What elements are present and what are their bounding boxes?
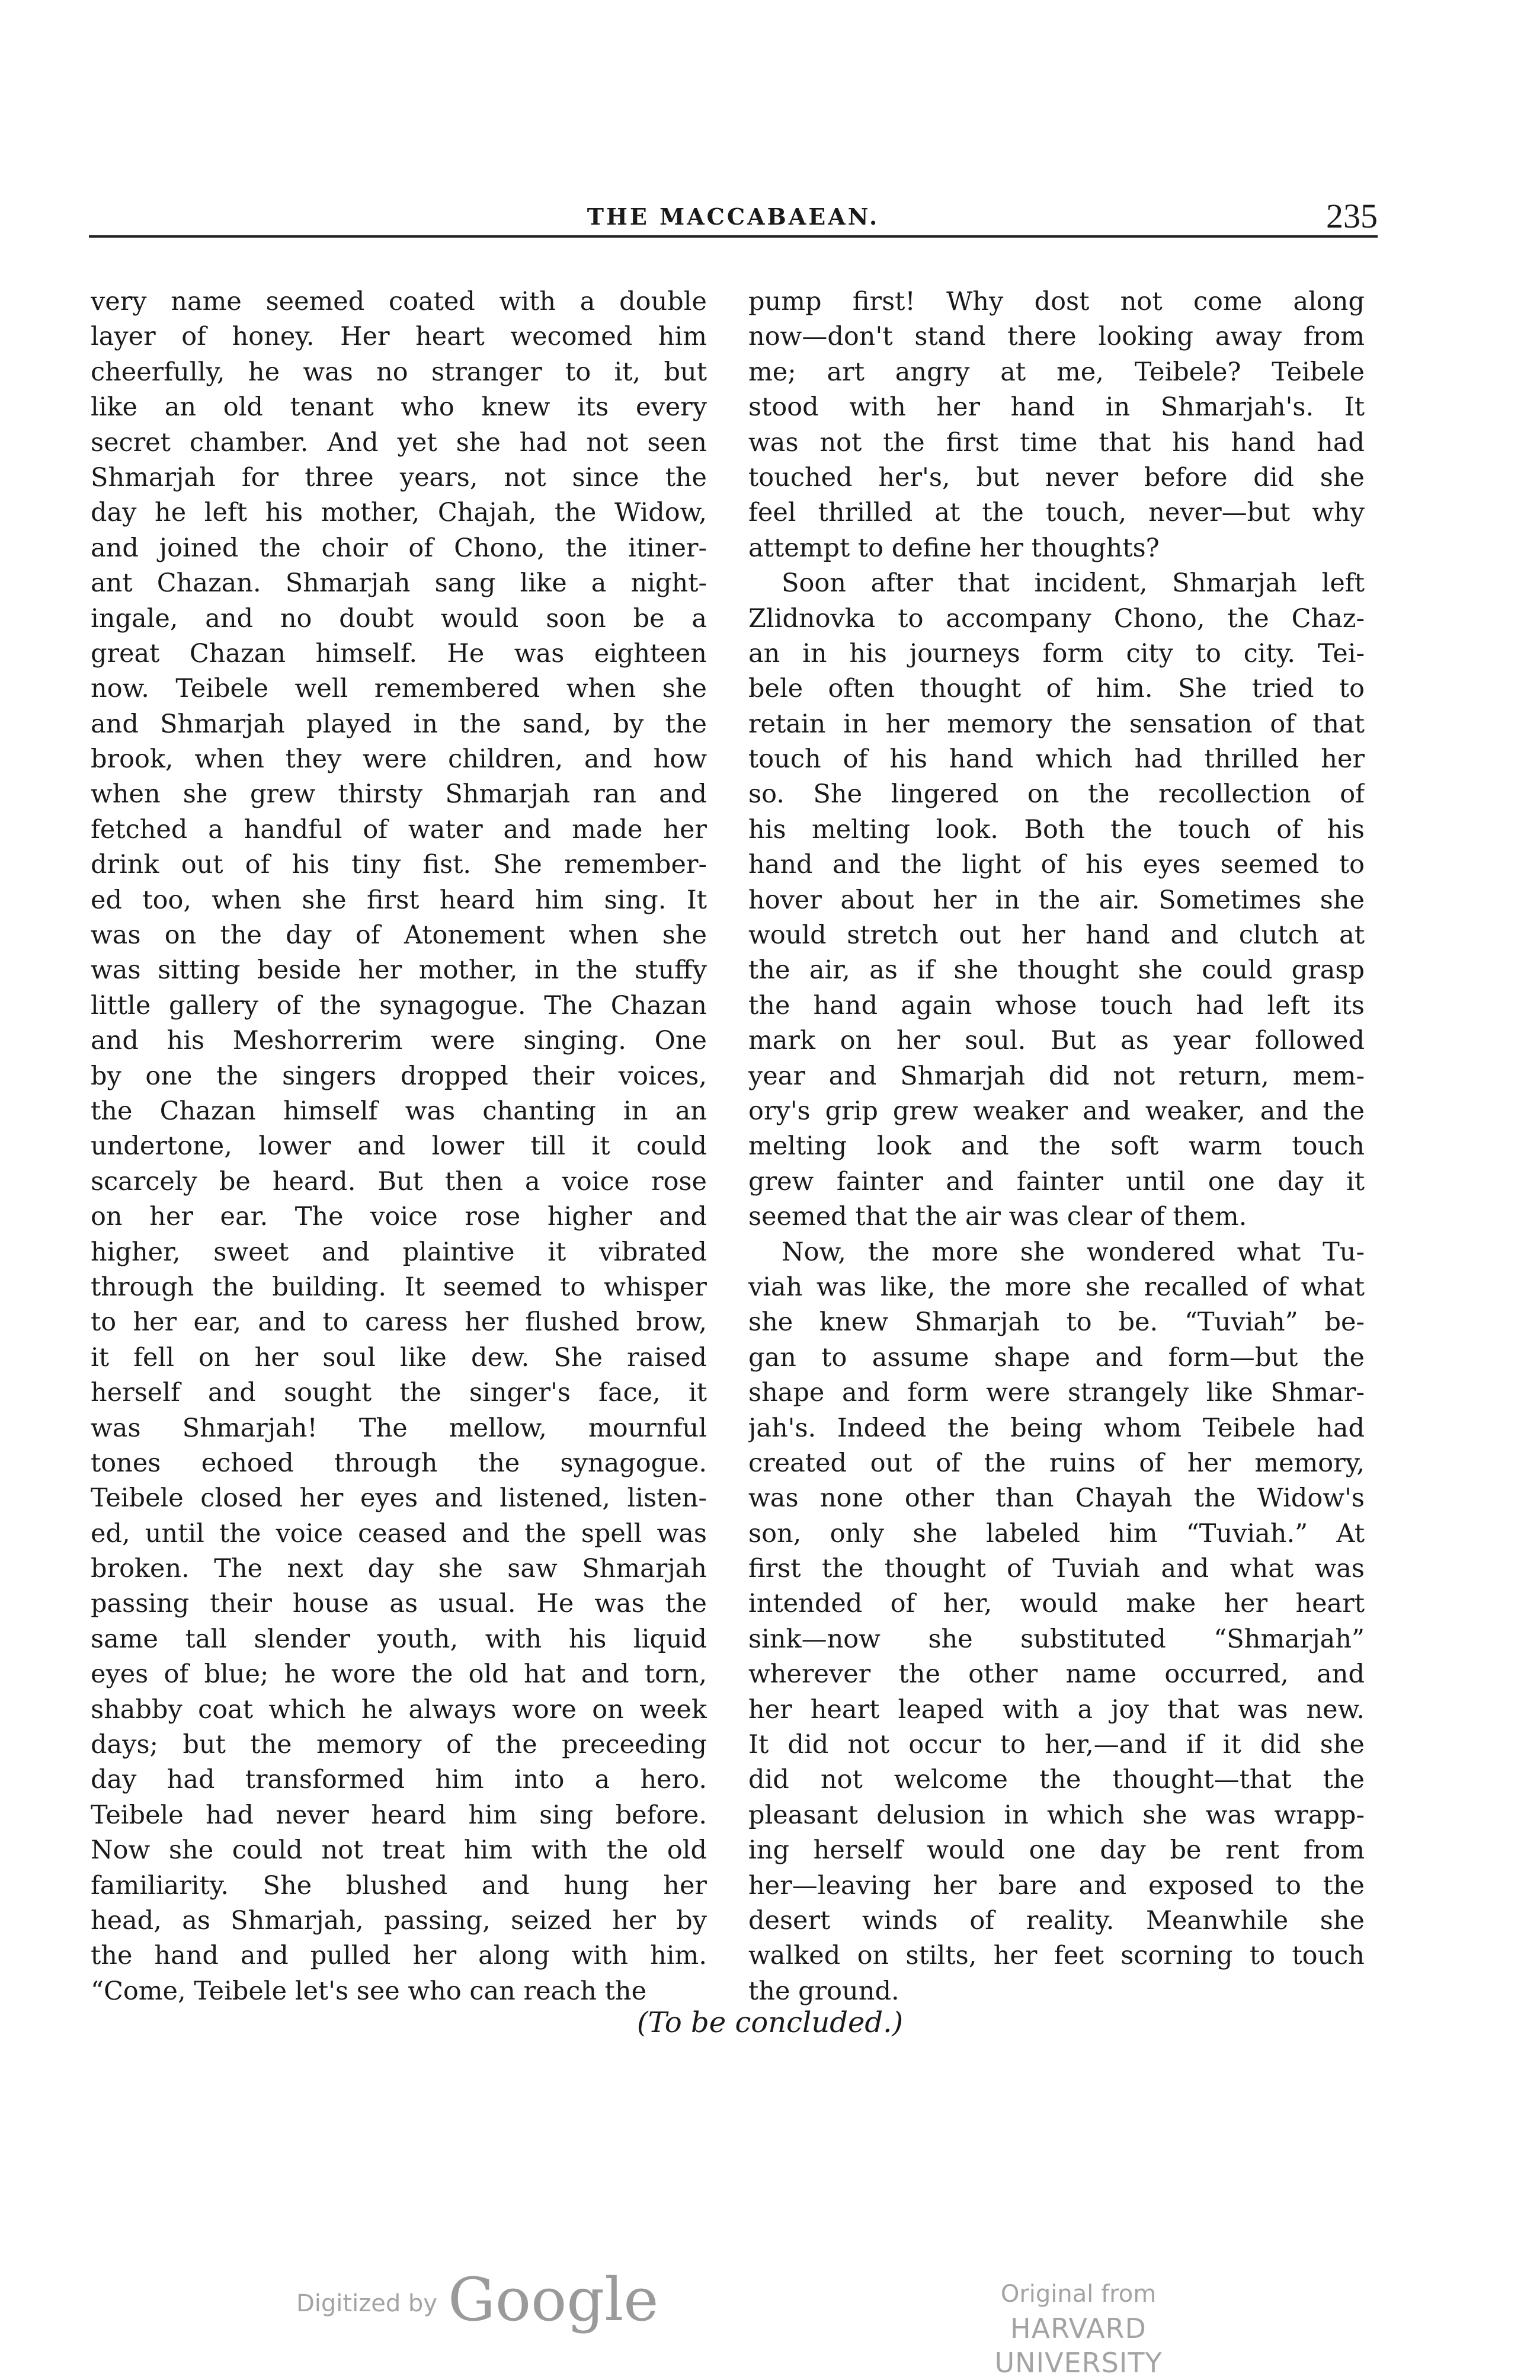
text-line: grew fainter and fainter until one day it xyxy=(748,1166,1365,1197)
continuation-note: (To be concluded.) xyxy=(636,2006,904,2039)
text-line: created out of the ruins of her memory, xyxy=(748,1448,1365,1478)
text-line: Teibele closed her eyes and listened, listen- xyxy=(91,1483,707,1514)
text-line: her heart leaped with a joy that was new. xyxy=(748,1694,1365,1725)
text-line: and Shmarjah played in the sand, by the xyxy=(91,709,707,739)
text-line: now. Teibele well remembered when she xyxy=(91,674,707,704)
text-line: by one the singers dropped their voices, xyxy=(91,1061,707,1091)
text-line: days; but the memory of the preceeding xyxy=(91,1730,707,1760)
text-line: wherever the other name occurred, and xyxy=(748,1659,1365,1690)
text-line: and joined the choir of Chono, the itiner- xyxy=(91,533,707,563)
text-line: when she grew thirsty Shmarjah ran and xyxy=(91,779,707,810)
text-line: hover about her in the air. Sometimes she xyxy=(748,885,1365,915)
text-line: passing their house as usual. He was the xyxy=(91,1589,707,1619)
text-line: pleasant delusion in which she was wrapp- xyxy=(748,1800,1365,1830)
text-line: gan to assume shape and form—but the xyxy=(748,1342,1365,1373)
text-line: attempt to define her thoughts? xyxy=(748,533,1160,563)
text-line: and his Meshorrerim were singing. One xyxy=(91,1026,707,1056)
text-line: year and Shmarjah did not return, mem- xyxy=(748,1061,1365,1091)
text-line: ory's grip grew weaker and weaker, and the xyxy=(748,1096,1365,1126)
text-line: hand and the light of his eyes seemed to xyxy=(748,850,1365,880)
text-line: first the thought of Tuviah and what was xyxy=(748,1554,1365,1584)
text-line: drink out of his tiny fist. She remember- xyxy=(91,850,707,880)
text-line: intended of her, would make her heart xyxy=(748,1589,1365,1619)
text-line: retain in her memory the sensation of that xyxy=(748,709,1365,739)
text-line: day had transformed him into a hero. xyxy=(91,1765,707,1795)
text-line: familiarity. She blushed and hung her xyxy=(91,1870,707,1901)
text-line: pump first! Why dost not come along xyxy=(748,287,1365,316)
running-title: THE MACCABAEAN. xyxy=(587,203,880,230)
text-line: touched her's, but never before did she xyxy=(748,462,1365,492)
text-line: like an old tenant who knew its every xyxy=(91,392,707,423)
text-line: she knew Shmarjah to be. “Tuviah” be- xyxy=(748,1307,1365,1338)
text-line: very name seemed coated with a double xyxy=(91,287,707,316)
header-rule xyxy=(89,235,1378,238)
text-line: to her ear, and to caress her flushed brow, xyxy=(91,1307,707,1338)
text-line: shabby coat which he always wore on week xyxy=(91,1694,707,1725)
text-line: son, only she labeled him “Tuviah.” At xyxy=(748,1518,1365,1549)
text-line: did not welcome the thought—that the xyxy=(748,1765,1365,1795)
running-head xyxy=(89,199,1378,234)
text-line: the hand and pulled her along with him. xyxy=(91,1941,707,1971)
text-line: the Chazan himself was chanting in an xyxy=(91,1096,707,1126)
text-line: ed too, when she first heard him sing. It xyxy=(91,885,707,915)
text-line: Now she could not treat him with the old xyxy=(91,1835,707,1866)
text-line: so. She lingered on the recollection of xyxy=(748,779,1365,810)
text-line: her—leaving her bare and exposed to the xyxy=(748,1870,1365,1901)
text-line: was sitting beside her mother, in the stuffy xyxy=(91,955,707,986)
text-line: feel thrilled at the touch, never—but why xyxy=(748,498,1365,528)
text-line: ant Chazan. Shmarjah sang like a night- xyxy=(91,568,707,599)
original-source-watermark xyxy=(924,2277,1232,2380)
text-column-left xyxy=(91,284,707,2009)
text-line: through the building. It seemed to whisper xyxy=(91,1272,707,1302)
text-line: broken. The next day she saw Shmarjah xyxy=(91,1554,707,1584)
text-line: brook, when they were children, and how xyxy=(91,744,707,775)
text-line: me; art angry at me, Teibele? Teibele xyxy=(748,357,1365,387)
text-line: same tall slender youth, with his liquid xyxy=(91,1624,707,1654)
text-line: seemed that the air was clear of them. xyxy=(748,1202,1247,1232)
text-line: sink—now she substituted “Shmarjah” xyxy=(748,1624,1365,1654)
digitized-by-label: Digitized by xyxy=(296,2290,437,2317)
text-line: It did not occur to her,—and if it did she xyxy=(748,1730,1365,1760)
text-column-right xyxy=(748,284,1365,2009)
text-line: Soon after that incident, Shmarjah left xyxy=(782,568,1365,599)
text-line: cheerfully, he was no stranger to it, but xyxy=(91,357,707,387)
text-line: layer of honey. Her heart wecomed him xyxy=(91,322,707,352)
text-line: was on the day of Atonement when she xyxy=(91,920,707,951)
text-line: touch of his hand which had thrilled her xyxy=(748,744,1365,775)
text-line: melting look and the soft warm touch xyxy=(748,1131,1365,1162)
text-line: great Chazan himself. He was eighteen xyxy=(91,638,707,668)
text-line: Shmarjah for three years, not since the xyxy=(91,462,707,492)
text-line: the hand again whose touch had left its xyxy=(748,990,1365,1021)
text-line: ingale, and no doubt would soon be a xyxy=(91,603,707,634)
text-line: scarcely be heard. But then a voice rose xyxy=(91,1166,707,1197)
page-number: 235 xyxy=(1326,197,1378,235)
text-line: shape and form were strangely like Shmar- xyxy=(748,1378,1365,1408)
text-line: bele often thought of him. She tried to xyxy=(748,674,1365,704)
text-line: desert winds of reality. Meanwhile she xyxy=(748,1905,1365,1936)
text-line: Now, the more she wondered what Tu- xyxy=(782,1237,1365,1267)
text-line: would stretch out her hand and clutch at xyxy=(748,920,1365,951)
text-line: “Come, Teibele let's see who can reach the xyxy=(91,1976,647,2006)
institution-label: HARVARD UNIVERSITY xyxy=(994,2312,1163,2379)
text-line: walked on stilts, her feet scorning to touch xyxy=(748,1941,1365,1971)
text-line: was Shmarjah! The mellow, mournful xyxy=(91,1413,707,1443)
text-line: viah was like, the more she recalled of what xyxy=(748,1272,1365,1302)
text-line: higher, sweet and plaintive it vibrated xyxy=(91,1237,707,1267)
text-line: an in his journeys form city to city. Tei- xyxy=(748,638,1365,668)
text-line: his melting look. Both the touch of his xyxy=(748,814,1365,844)
text-line: ed, until the voice ceased and the spell was xyxy=(91,1518,707,1549)
text-line: tones echoed through the synagogue. xyxy=(91,1448,707,1478)
google-logo: Google xyxy=(448,2264,659,2334)
text-line: little gallery of the synagogue. The Chazan xyxy=(91,990,707,1021)
text-line: now—don't stand there looking away from xyxy=(748,322,1365,352)
text-line: secret chamber. And yet she had not seen xyxy=(91,427,707,458)
text-line: Teibele had never heard him sing before. xyxy=(91,1800,707,1830)
text-line: mark on her soul. But as year followed xyxy=(748,1026,1365,1056)
text-line: jah's. Indeed the being whom Teibele had xyxy=(748,1413,1365,1443)
text-line: was none other than Chayah the Widow's xyxy=(748,1483,1365,1514)
text-line: on her ear. The voice rose higher and xyxy=(91,1202,707,1232)
text-line: head, as Shmarjah, passing, seized her by xyxy=(91,1905,707,1936)
text-line: herself and sought the singer's face, it xyxy=(91,1378,707,1408)
text-line: the ground. xyxy=(748,1976,899,2006)
text-line: ing herself would one day be rent from xyxy=(748,1835,1365,1866)
text-line: the air, as if she thought she could grasp xyxy=(748,955,1365,986)
text-line: was not the first time that his hand had xyxy=(748,427,1365,458)
text-line: Zlidnovka to accompany Chono, the Chaz- xyxy=(748,603,1365,634)
text-line: stood with her hand in Shmarjah's. It xyxy=(748,392,1365,423)
text-line: undertone, lower and lower till it could xyxy=(91,1131,707,1162)
digitized-by-watermark xyxy=(296,2252,658,2347)
text-line: day he left his mother, Chajah, the Widow, xyxy=(91,498,707,528)
text-line: fetched a handful of water and made her xyxy=(91,814,707,844)
text-line: eyes of blue; he wore the old hat and torn, xyxy=(91,1659,707,1690)
original-from-label: Original from xyxy=(1000,2280,1157,2308)
text-line: it fell on her soul like dew. She raised xyxy=(91,1342,707,1373)
